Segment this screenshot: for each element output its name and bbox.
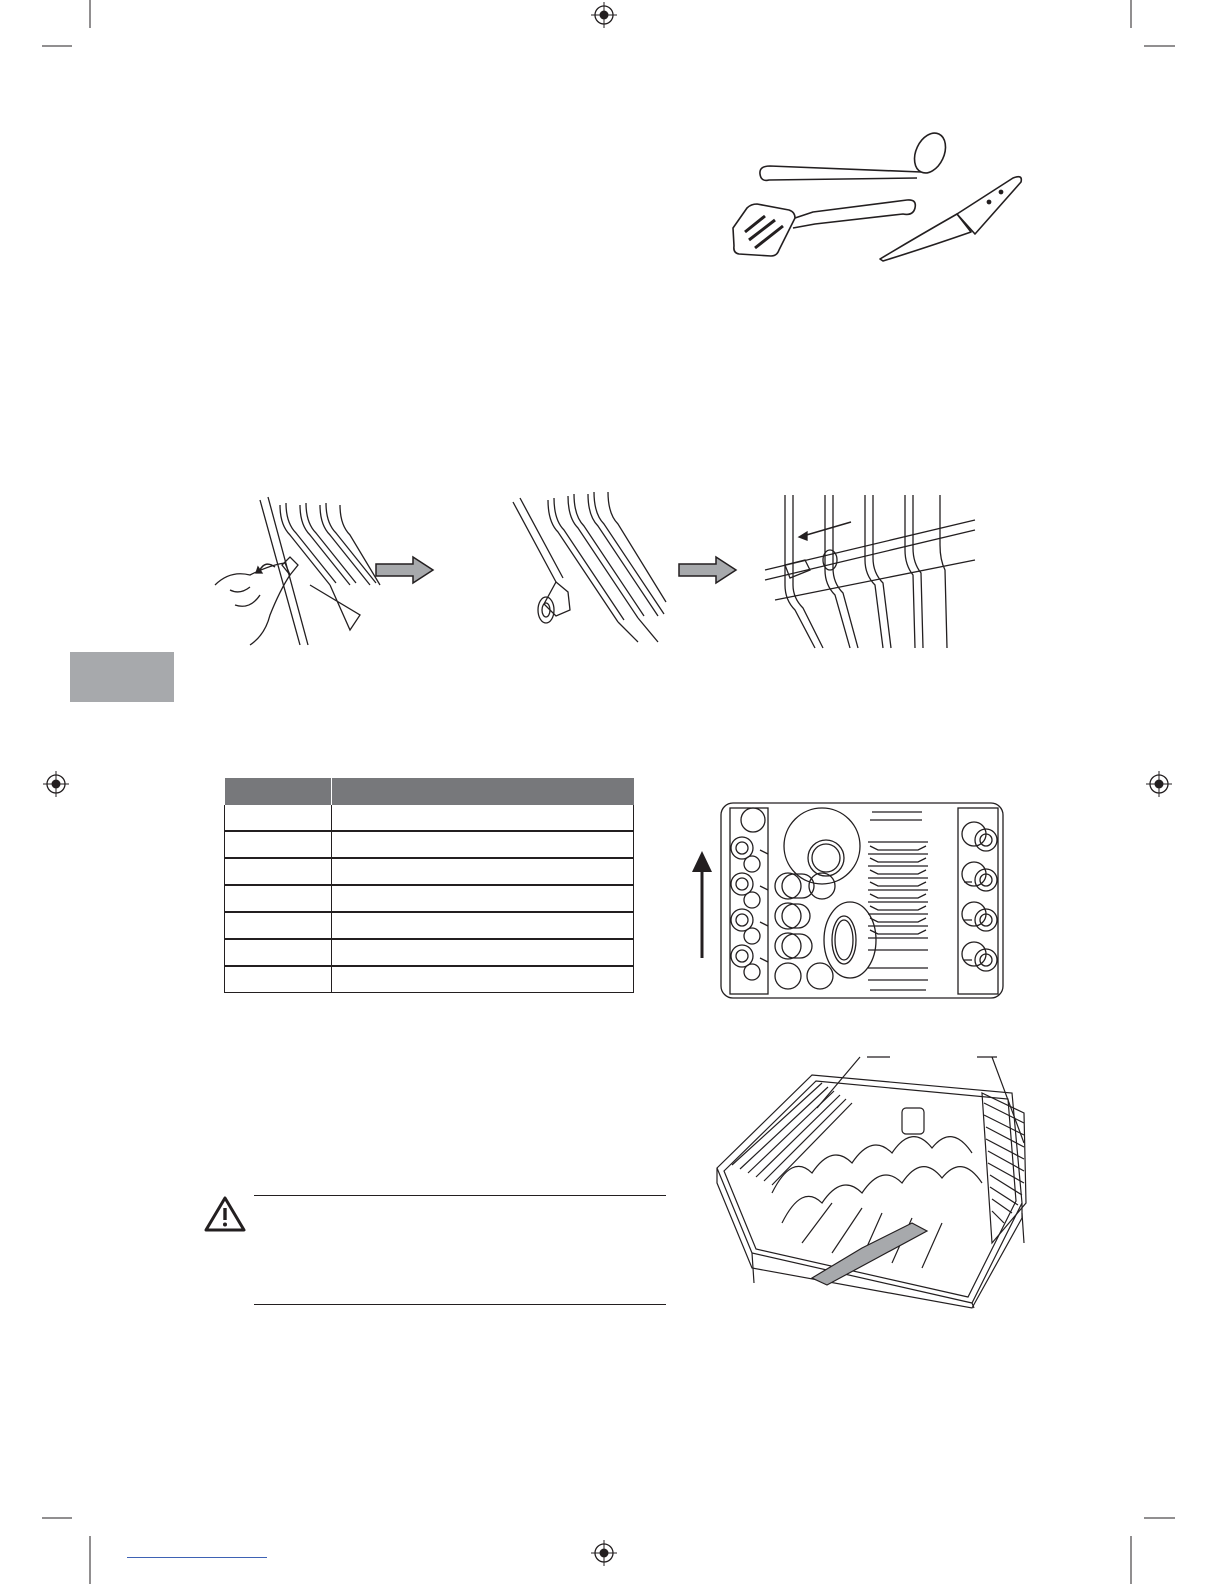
table-cell	[225, 858, 332, 885]
table-cell	[332, 939, 634, 966]
spatula-icon	[733, 200, 915, 256]
table-cell	[332, 858, 634, 885]
section-tab	[70, 652, 174, 702]
upper-rack-illustration	[712, 1053, 1032, 1308]
table-cell	[225, 912, 332, 939]
table-cell	[225, 805, 332, 831]
right-arrow-icon	[678, 556, 738, 584]
utensils-illustration	[725, 128, 1025, 263]
knife-icon	[880, 177, 1021, 261]
table-cell	[332, 885, 634, 912]
warning-top-rule	[254, 1195, 666, 1196]
table-cell	[225, 885, 332, 912]
table-cell	[332, 966, 634, 993]
registration-mark-icon	[591, 2, 617, 28]
rack-step-2-illustration	[508, 492, 668, 650]
table-row	[225, 805, 634, 831]
table-row	[225, 912, 634, 939]
warning-triangle-icon	[203, 1195, 247, 1233]
table-row	[225, 831, 634, 858]
table-cell	[225, 966, 332, 993]
rack-loading-plan-illustration	[720, 802, 1005, 1000]
table-cell	[332, 912, 634, 939]
table-cell	[332, 805, 634, 831]
table-cell	[225, 939, 332, 966]
table-header-cell	[332, 778, 634, 805]
registration-mark-icon	[591, 1540, 617, 1566]
rack-step-3-illustration	[765, 490, 975, 650]
registration-mark-icon	[43, 771, 69, 797]
registration-mark-icon	[1146, 771, 1172, 797]
rack-step-1-illustration	[210, 495, 385, 650]
table-row	[225, 885, 634, 912]
table-cell	[332, 831, 634, 858]
ladle-icon	[760, 128, 952, 180]
table-header-row	[225, 778, 634, 805]
right-arrow-icon	[375, 556, 435, 584]
table-row	[225, 939, 634, 966]
table-header-cell	[225, 778, 332, 805]
table-row	[225, 966, 634, 993]
table-row	[225, 858, 634, 885]
footer-link[interactable]	[127, 1557, 267, 1558]
loading-table	[224, 778, 634, 993]
warning-bottom-rule	[254, 1304, 666, 1305]
up-arrow-icon	[690, 850, 714, 960]
table-cell	[225, 831, 332, 858]
